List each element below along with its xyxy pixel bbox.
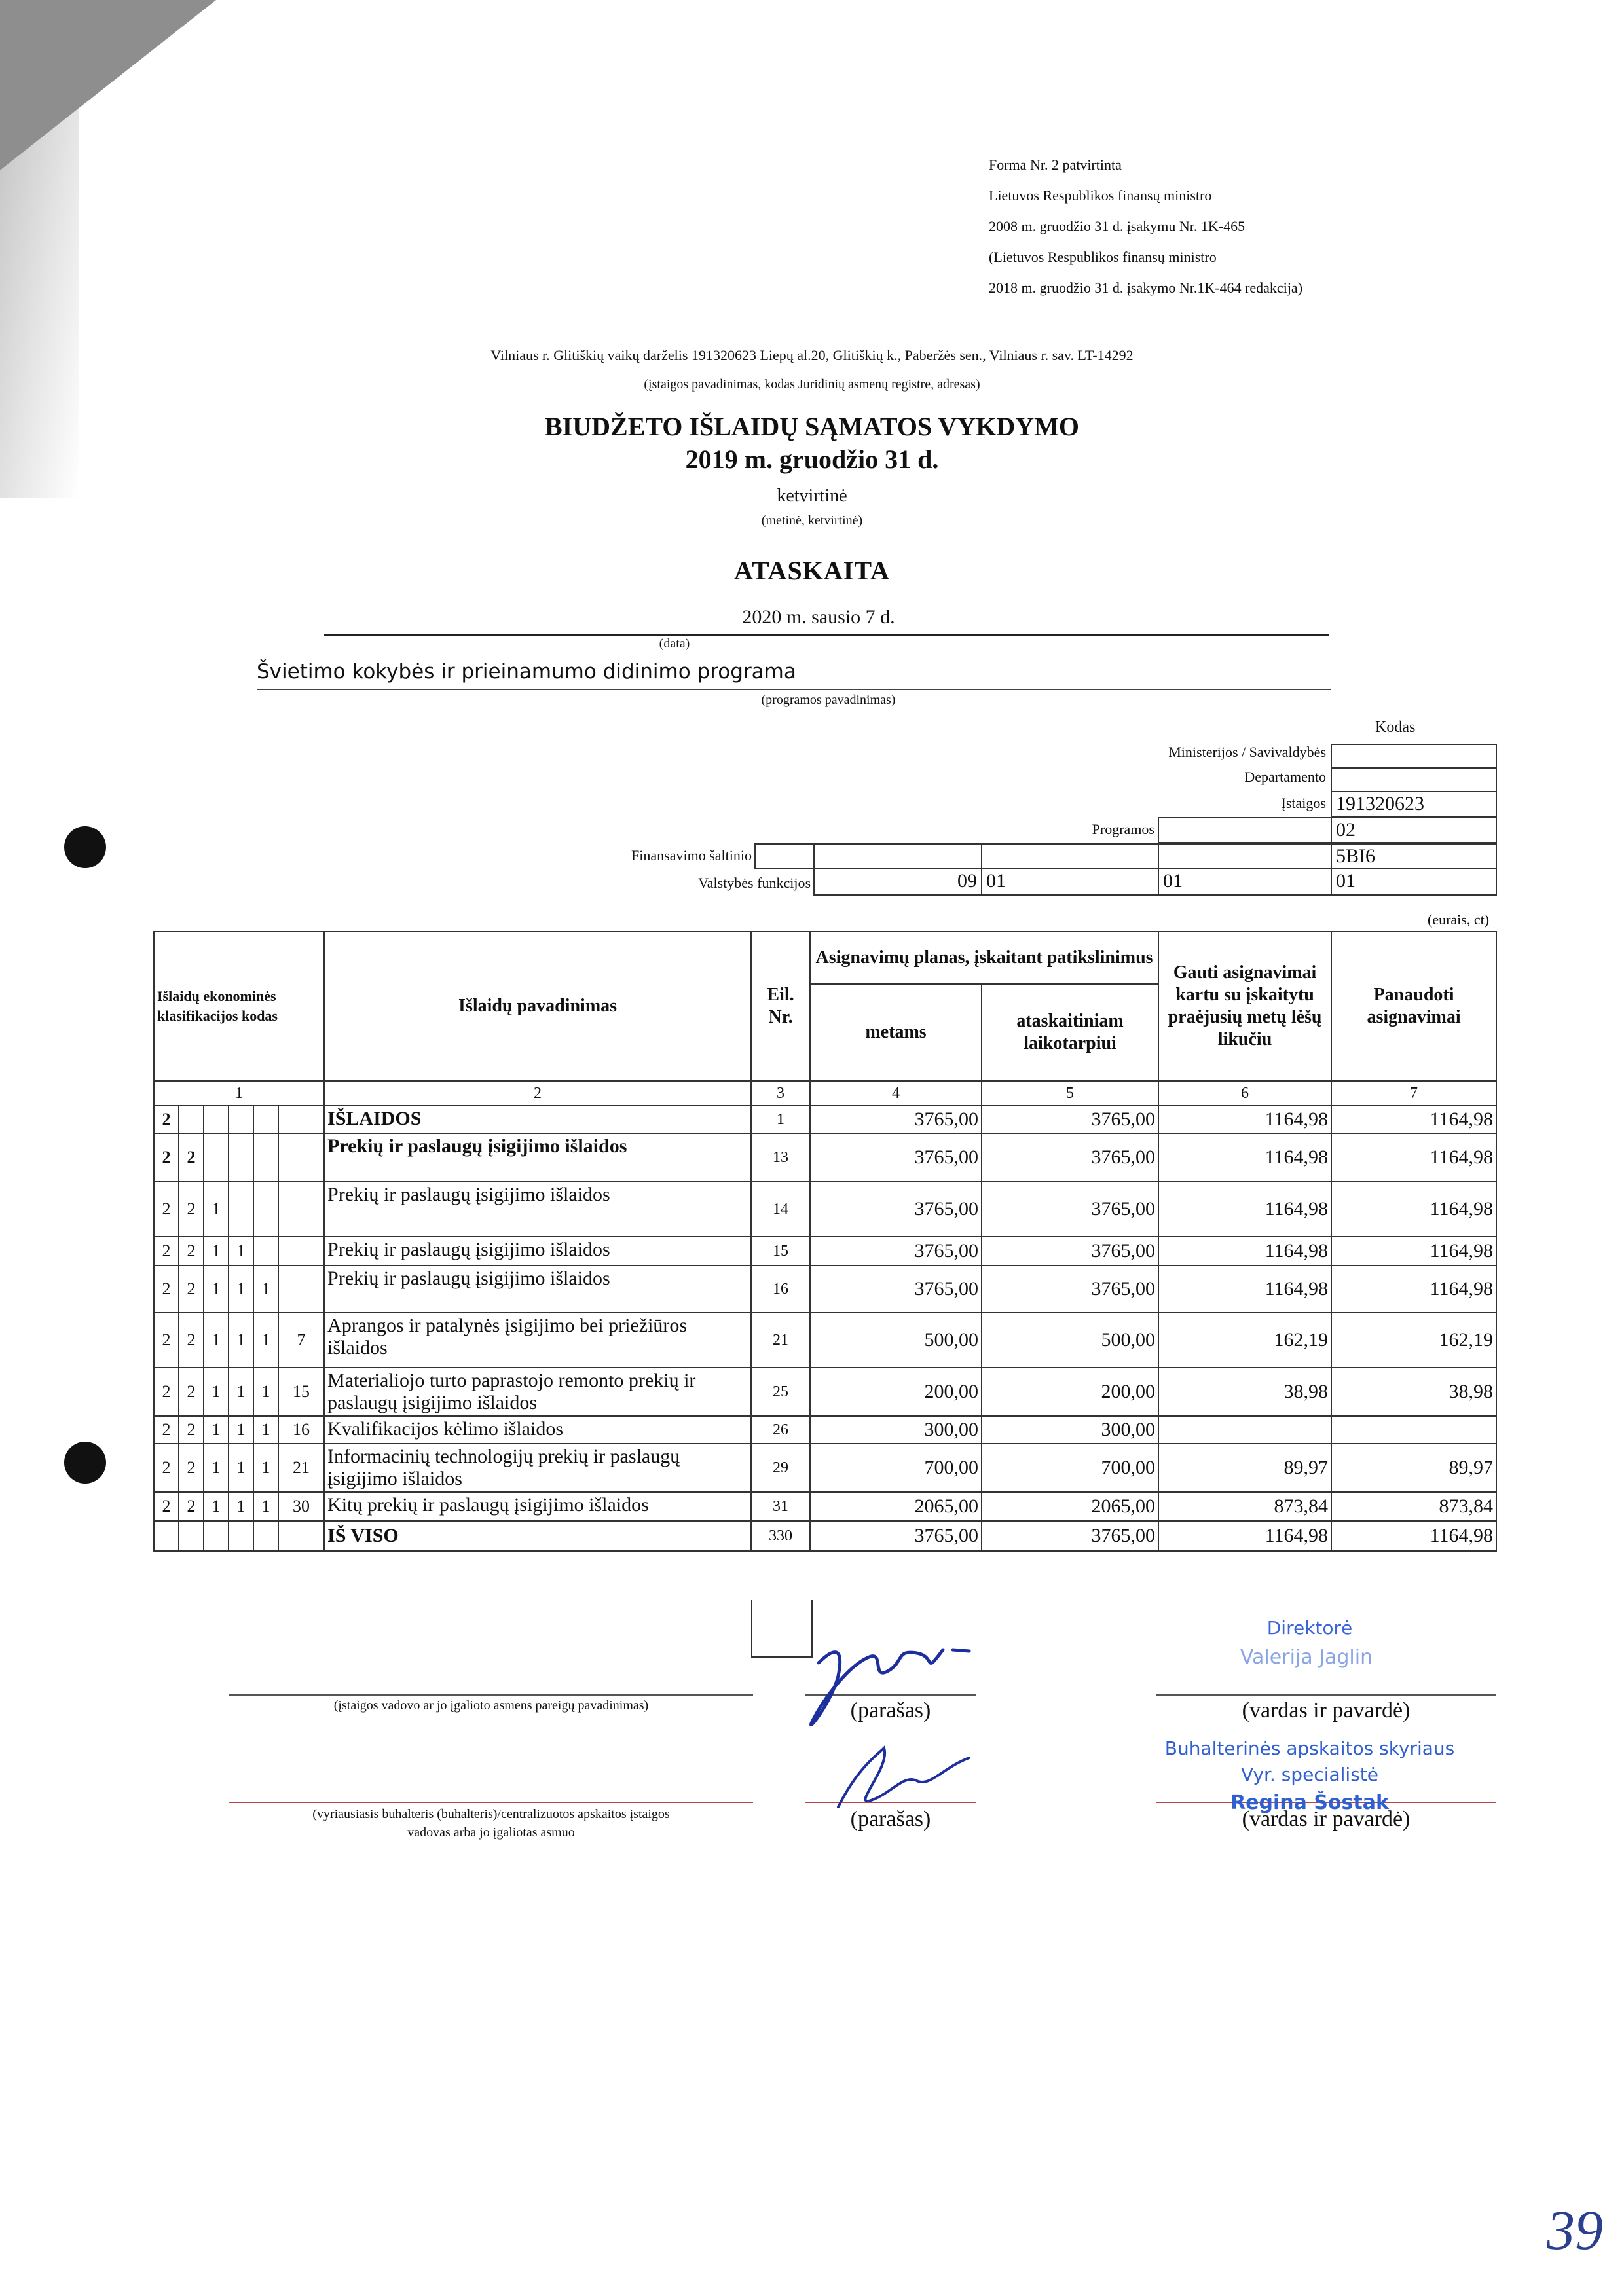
form-note-line: 2008 m. gruodžio 31 d. įsakymu Nr. 1K-465	[989, 218, 1246, 234]
class-code-digit: 2	[179, 1266, 204, 1313]
head-handwritten-signature	[792, 1624, 989, 1741]
plan-period-value: 3765,00	[982, 1182, 1158, 1237]
plan-period-value: 500,00	[982, 1313, 1158, 1368]
expense-name: Prekių ir paslaugų įsigijimo išlaidos	[324, 1266, 751, 1313]
plan-year-value: 3765,00	[810, 1237, 982, 1266]
received-value: 1164,98	[1158, 1266, 1331, 1313]
used-value: 873,84	[1331, 1492, 1496, 1521]
ministry-code	[1331, 744, 1497, 769]
funding-box-1	[754, 843, 815, 869]
table-row	[154, 1237, 1496, 1266]
codes-header: Kodas	[1375, 719, 1416, 736]
class-code-digit: 1	[204, 1266, 229, 1313]
report-date-title: 2019 m. gruodžio 31 d.	[685, 445, 939, 474]
class-code-digit	[229, 1106, 253, 1133]
class-code-digit: 2	[154, 1313, 179, 1368]
class-code-digit: 1	[204, 1444, 229, 1492]
received-value: 873,84	[1158, 1492, 1331, 1521]
program-name: Švietimo kokybės ir prieinamumo didinimo programa	[257, 660, 796, 683]
form-note-line: (Lietuvos Respublikos finansų ministro	[989, 249, 1217, 265]
used-value: 1164,98	[1331, 1133, 1496, 1182]
class-code-digit: 1	[253, 1444, 278, 1492]
class-code-digit: 1	[204, 1313, 229, 1368]
program-caption: (programos pavadinimas)	[761, 693, 896, 707]
plan-year-value: 2065,00	[810, 1492, 982, 1521]
table-row	[154, 1492, 1496, 1521]
function-code-3: 01	[1158, 868, 1332, 896]
funding-box-2	[813, 843, 982, 869]
report-word: ATASKAITA	[734, 556, 890, 585]
class-code-digit: 16	[278, 1416, 324, 1444]
stamp-accounting-name: Regina Šostak	[1230, 1791, 1389, 1814]
page-number: 39	[1547, 2198, 1603, 2261]
class-code-digit: 30	[278, 1492, 324, 1521]
expense-name: Prekių ir paslaugų įsigijimo išlaidos	[324, 1182, 751, 1237]
table-row	[154, 1266, 1496, 1313]
expense-name: Kitų prekių ir paslaugų įsigijimo išlaidos	[324, 1492, 751, 1521]
class-code-digit: 1	[229, 1492, 253, 1521]
expense-name: Aprangos ir patalynės įsigijimo bei priežiūros išlaidos	[324, 1313, 751, 1368]
class-code-digit	[253, 1521, 278, 1551]
header-plan-group: Asignavimų planas, įskaitant patikslinimus	[810, 932, 1158, 984]
column-number: 5	[982, 1081, 1158, 1106]
stamp-accounting-dept: Buhalterinės apskaitos skyriaus	[1164, 1738, 1455, 1759]
used-value: 162,19	[1331, 1313, 1496, 1368]
function-code-1: 09	[813, 868, 982, 896]
class-code-digit: 1	[204, 1416, 229, 1444]
class-code-digit: 1	[229, 1266, 253, 1313]
accountant-caption-1: (vyriausiasis buhalteris (buhalteris)/centralizuotos apskaitos įstaigos	[312, 1807, 670, 1821]
institution-caption: (įstaigos pavadinimas, kodas Juridinių asmenų registre, adresas)	[644, 377, 980, 392]
class-code-digit	[278, 1521, 324, 1551]
class-code-digit: 1	[204, 1368, 229, 1416]
head-signature-label: (parašas)	[850, 1698, 931, 1722]
row-number: 21	[751, 1313, 810, 1368]
plan-year-value: 700,00	[810, 1444, 982, 1492]
accountant-caption-2: vadovas arba jo įgaliotas asmuo	[407, 1825, 575, 1840]
report-date: 2020 m. sausio 7 d.	[742, 606, 895, 628]
used-value: 1164,98	[1331, 1266, 1496, 1313]
accountant-title-line	[229, 1802, 753, 1803]
funding-code: 5BI6	[1331, 843, 1497, 869]
class-code-digit: 2	[154, 1416, 179, 1444]
row-number: 16	[751, 1266, 810, 1313]
table-body	[154, 1106, 1496, 1551]
class-code-digit: 1	[253, 1368, 278, 1416]
punch-hole-top	[64, 826, 106, 868]
class-code-digit	[229, 1521, 253, 1551]
class-code-digit: 2	[154, 1492, 179, 1521]
class-code-digit	[229, 1182, 253, 1237]
class-code-digit: 7	[278, 1313, 324, 1368]
total-received: 1164,98	[1158, 1521, 1331, 1551]
class-code-digit: 1	[253, 1492, 278, 1521]
class-code-digit	[278, 1182, 324, 1237]
class-code-digit: 1	[253, 1416, 278, 1444]
institution-info: Vilniaus r. Glitiškių vaikų darželis 191320623 Liepų al.20, Glitiškių k., Paberžės sen., Vilniaus r. sav. LT-14292	[490, 347, 1134, 363]
date-underline	[324, 634, 1329, 636]
class-code-digit	[278, 1106, 324, 1133]
header-class-code: Išlaidų ekonominės klasifikacijos kodas	[154, 932, 324, 1081]
row-number: 25	[751, 1368, 810, 1416]
plan-period-value: 3765,00	[982, 1133, 1158, 1182]
class-code-digit: 1	[229, 1237, 253, 1266]
expense-name: Kvalifikacijos kėlimo išlaidos	[324, 1416, 751, 1444]
class-code-digit: 2	[179, 1133, 204, 1182]
total-plan-period: 3765,00	[982, 1521, 1158, 1551]
total-used: 1164,98	[1331, 1521, 1496, 1551]
table-row	[154, 1368, 1496, 1416]
class-code-digit: 1	[229, 1313, 253, 1368]
class-code-digit: 1	[229, 1416, 253, 1444]
ministry-label: Ministerijos / Savivaldybės	[1168, 744, 1326, 760]
expense-name: Informacinių technologijų prekių ir paslaugų įsigijimo išlaidos	[324, 1444, 751, 1492]
head-name-label: (vardas ir pavardė)	[1242, 1698, 1411, 1722]
column-number: 4	[810, 1081, 982, 1106]
header-plan-year: metams	[810, 984, 982, 1081]
total-plan-year: 3765,00	[810, 1521, 982, 1551]
funding-box-3	[981, 843, 1159, 869]
head-name-line	[1156, 1694, 1496, 1696]
plan-year-value: 300,00	[810, 1416, 982, 1444]
class-code-digit: 2	[179, 1444, 204, 1492]
plan-year-value: 3765,00	[810, 1182, 982, 1237]
units-label: (eurais, ct)	[1428, 911, 1490, 928]
class-code-digit	[204, 1106, 229, 1133]
function-code-2: 01	[981, 868, 1159, 896]
stamp-accounting-title: Vyr. specialistė	[1241, 1764, 1378, 1785]
class-code-digit: 1	[204, 1492, 229, 1521]
used-value: 89,97	[1331, 1444, 1496, 1492]
class-code-digit: 21	[278, 1444, 324, 1492]
table-row	[154, 1106, 1496, 1133]
plan-year-value: 200,00	[810, 1368, 982, 1416]
table-row	[154, 1133, 1496, 1182]
class-code-digit: 1	[253, 1266, 278, 1313]
column-number: 6	[1158, 1081, 1331, 1106]
funding-label: Finansavimo šaltinio	[631, 847, 752, 864]
program-underline	[257, 689, 1331, 690]
department-code	[1331, 767, 1497, 792]
class-code-digit	[253, 1237, 278, 1266]
used-value: 38,98	[1331, 1368, 1496, 1416]
plan-period-value: 2065,00	[982, 1492, 1158, 1521]
class-code-digit: 2	[179, 1368, 204, 1416]
row-number: 26	[751, 1416, 810, 1444]
class-code-digit	[278, 1266, 324, 1313]
head-caption: (įstaigos vadovo ar jo įgalioto asmens pareigų pavadinimas)	[333, 1698, 649, 1713]
expense-name: IŠLAIDOS	[324, 1106, 751, 1133]
class-code-digit: 15	[278, 1368, 324, 1416]
received-value: 1164,98	[1158, 1237, 1331, 1266]
total-row-number: 330	[751, 1521, 810, 1551]
funding-box-4	[1158, 843, 1332, 869]
report-period: ketvirtinė	[777, 486, 847, 506]
row-number: 15	[751, 1237, 810, 1266]
received-value	[1158, 1416, 1331, 1444]
class-code-digit	[204, 1521, 229, 1551]
header-used: Panaudoti asignavimai	[1331, 932, 1496, 1081]
class-code-digit: 2	[154, 1444, 179, 1492]
class-code-digit: 2	[179, 1237, 204, 1266]
class-code-digit	[253, 1182, 278, 1237]
plan-period-value: 3765,00	[982, 1106, 1158, 1133]
program-label: Programos	[1092, 821, 1154, 837]
program-code: 02	[1331, 817, 1497, 843]
row-number: 13	[751, 1133, 810, 1182]
total-row	[154, 1521, 1496, 1551]
row-number: 29	[751, 1444, 810, 1492]
program-code-blank	[1158, 817, 1332, 843]
class-code-digit: 1	[229, 1368, 253, 1416]
plan-period-value: 300,00	[982, 1416, 1158, 1444]
used-value: 1164,98	[1331, 1182, 1496, 1237]
class-code-digit: 1	[253, 1313, 278, 1368]
class-code-digit: 2	[154, 1133, 179, 1182]
received-value: 89,97	[1158, 1444, 1331, 1492]
table-row	[154, 1313, 1496, 1368]
class-code-digit	[278, 1237, 324, 1266]
plan-period-value: 200,00	[982, 1368, 1158, 1416]
received-value: 162,19	[1158, 1313, 1331, 1368]
row-number: 14	[751, 1182, 810, 1237]
class-code-digit	[253, 1133, 278, 1182]
accountant-signature-label: (parašas)	[850, 1807, 931, 1831]
column-number: 1	[154, 1081, 324, 1106]
class-code-digit: 2	[154, 1368, 179, 1416]
expense-name: Materialiojo turto paprastojo remonto prekių ir paslaugų įsigijimo išlaidos	[324, 1368, 751, 1416]
header-received: Gauti asignavimai kartu su įskaitytu praėjusių metų lėšų likučiu	[1158, 932, 1331, 1081]
used-value: 1164,98	[1331, 1237, 1496, 1266]
class-code-digit	[154, 1521, 179, 1551]
period-caption: (metinė, ketvirtinė)	[761, 513, 863, 528]
plan-period-value: 3765,00	[982, 1266, 1158, 1313]
class-code-digit: 1	[204, 1182, 229, 1237]
class-code-digit: 2	[154, 1237, 179, 1266]
punch-hole-bottom	[64, 1442, 106, 1484]
total-label: IŠ VISO	[324, 1521, 751, 1551]
received-value: 1164,98	[1158, 1106, 1331, 1133]
class-code-digit	[253, 1106, 278, 1133]
class-code-digit: 2	[154, 1182, 179, 1237]
expense-table	[153, 931, 1497, 1552]
row-number: 31	[751, 1492, 810, 1521]
form-note-line: 2018 m. gruodžio 31 d. įsakymo Nr.1K-464 redakcija)	[989, 280, 1303, 296]
table-row	[154, 1182, 1496, 1237]
class-code-digit	[204, 1133, 229, 1182]
plan-year-value: 500,00	[810, 1313, 982, 1368]
plan-year-value: 3765,00	[810, 1266, 982, 1313]
institution-code: 191320623	[1331, 791, 1497, 817]
row-number: 1	[751, 1106, 810, 1133]
accountant-name-label: (vardas ir pavardė)	[1242, 1807, 1411, 1831]
accountant-handwritten-signature	[812, 1728, 982, 1827]
class-code-digit: 1	[229, 1444, 253, 1492]
class-code-digit: 1	[204, 1237, 229, 1266]
form-note-line: Forma Nr. 2 patvirtinta	[989, 156, 1122, 173]
scan-corner-shadow	[0, 0, 216, 170]
plan-year-value: 3765,00	[810, 1133, 982, 1182]
column-number: 7	[1331, 1081, 1496, 1106]
class-code-digit: 2	[179, 1492, 204, 1521]
function-label: Valstybės funkcijos	[698, 875, 811, 891]
form-note-line: Lietuvos Respublikos finansų ministro	[989, 187, 1212, 204]
stamp-director-name: Valerija Jaglin	[1240, 1646, 1373, 1669]
column-number: 3	[751, 1081, 810, 1106]
institution-label: Įstaigos	[1281, 795, 1326, 811]
department-label: Departamento	[1244, 769, 1326, 785]
header-name: Išlaidų pavadinimas	[324, 932, 751, 1081]
class-code-digit: 2	[154, 1266, 179, 1313]
class-code-digit	[278, 1133, 324, 1182]
stamp-director-title: Direktorė	[1266, 1617, 1353, 1639]
received-value: 1164,98	[1158, 1133, 1331, 1182]
class-code-digit	[179, 1521, 204, 1551]
used-value	[1331, 1416, 1496, 1444]
header-row-no: Eil. Nr.	[751, 932, 810, 1081]
received-value: 1164,98	[1158, 1182, 1331, 1237]
class-code-digit	[229, 1133, 253, 1182]
report-title: BIUDŽETO IŠLAIDŲ SĄMATOS VYKDYMO	[544, 412, 1080, 441]
class-code-digit: 2	[179, 1313, 204, 1368]
expense-name: Prekių ir paslaugų įsigijimo išlaidos	[324, 1133, 751, 1182]
table-row	[154, 1444, 1496, 1492]
class-code-digit: 2	[179, 1182, 204, 1237]
head-title-line	[229, 1694, 753, 1696]
class-code-digit: 2	[179, 1416, 204, 1444]
column-number: 2	[324, 1081, 751, 1106]
class-code-digit: 2	[154, 1106, 179, 1133]
plan-year-value: 3765,00	[810, 1106, 982, 1133]
header-plan-period: ataskaitiniam laikotarpiui	[982, 984, 1158, 1081]
table-row	[154, 1416, 1496, 1444]
expense-name: Prekių ir paslaugų įsigijimo išlaidos	[324, 1237, 751, 1266]
plan-period-value: 700,00	[982, 1444, 1158, 1492]
function-code-4: 01	[1331, 868, 1497, 896]
plan-period-value: 3765,00	[982, 1237, 1158, 1266]
received-value: 38,98	[1158, 1368, 1331, 1416]
form-note	[989, 149, 1302, 303]
class-code-digit	[179, 1106, 204, 1133]
used-value: 1164,98	[1331, 1106, 1496, 1133]
date-caption: (data)	[659, 636, 690, 651]
